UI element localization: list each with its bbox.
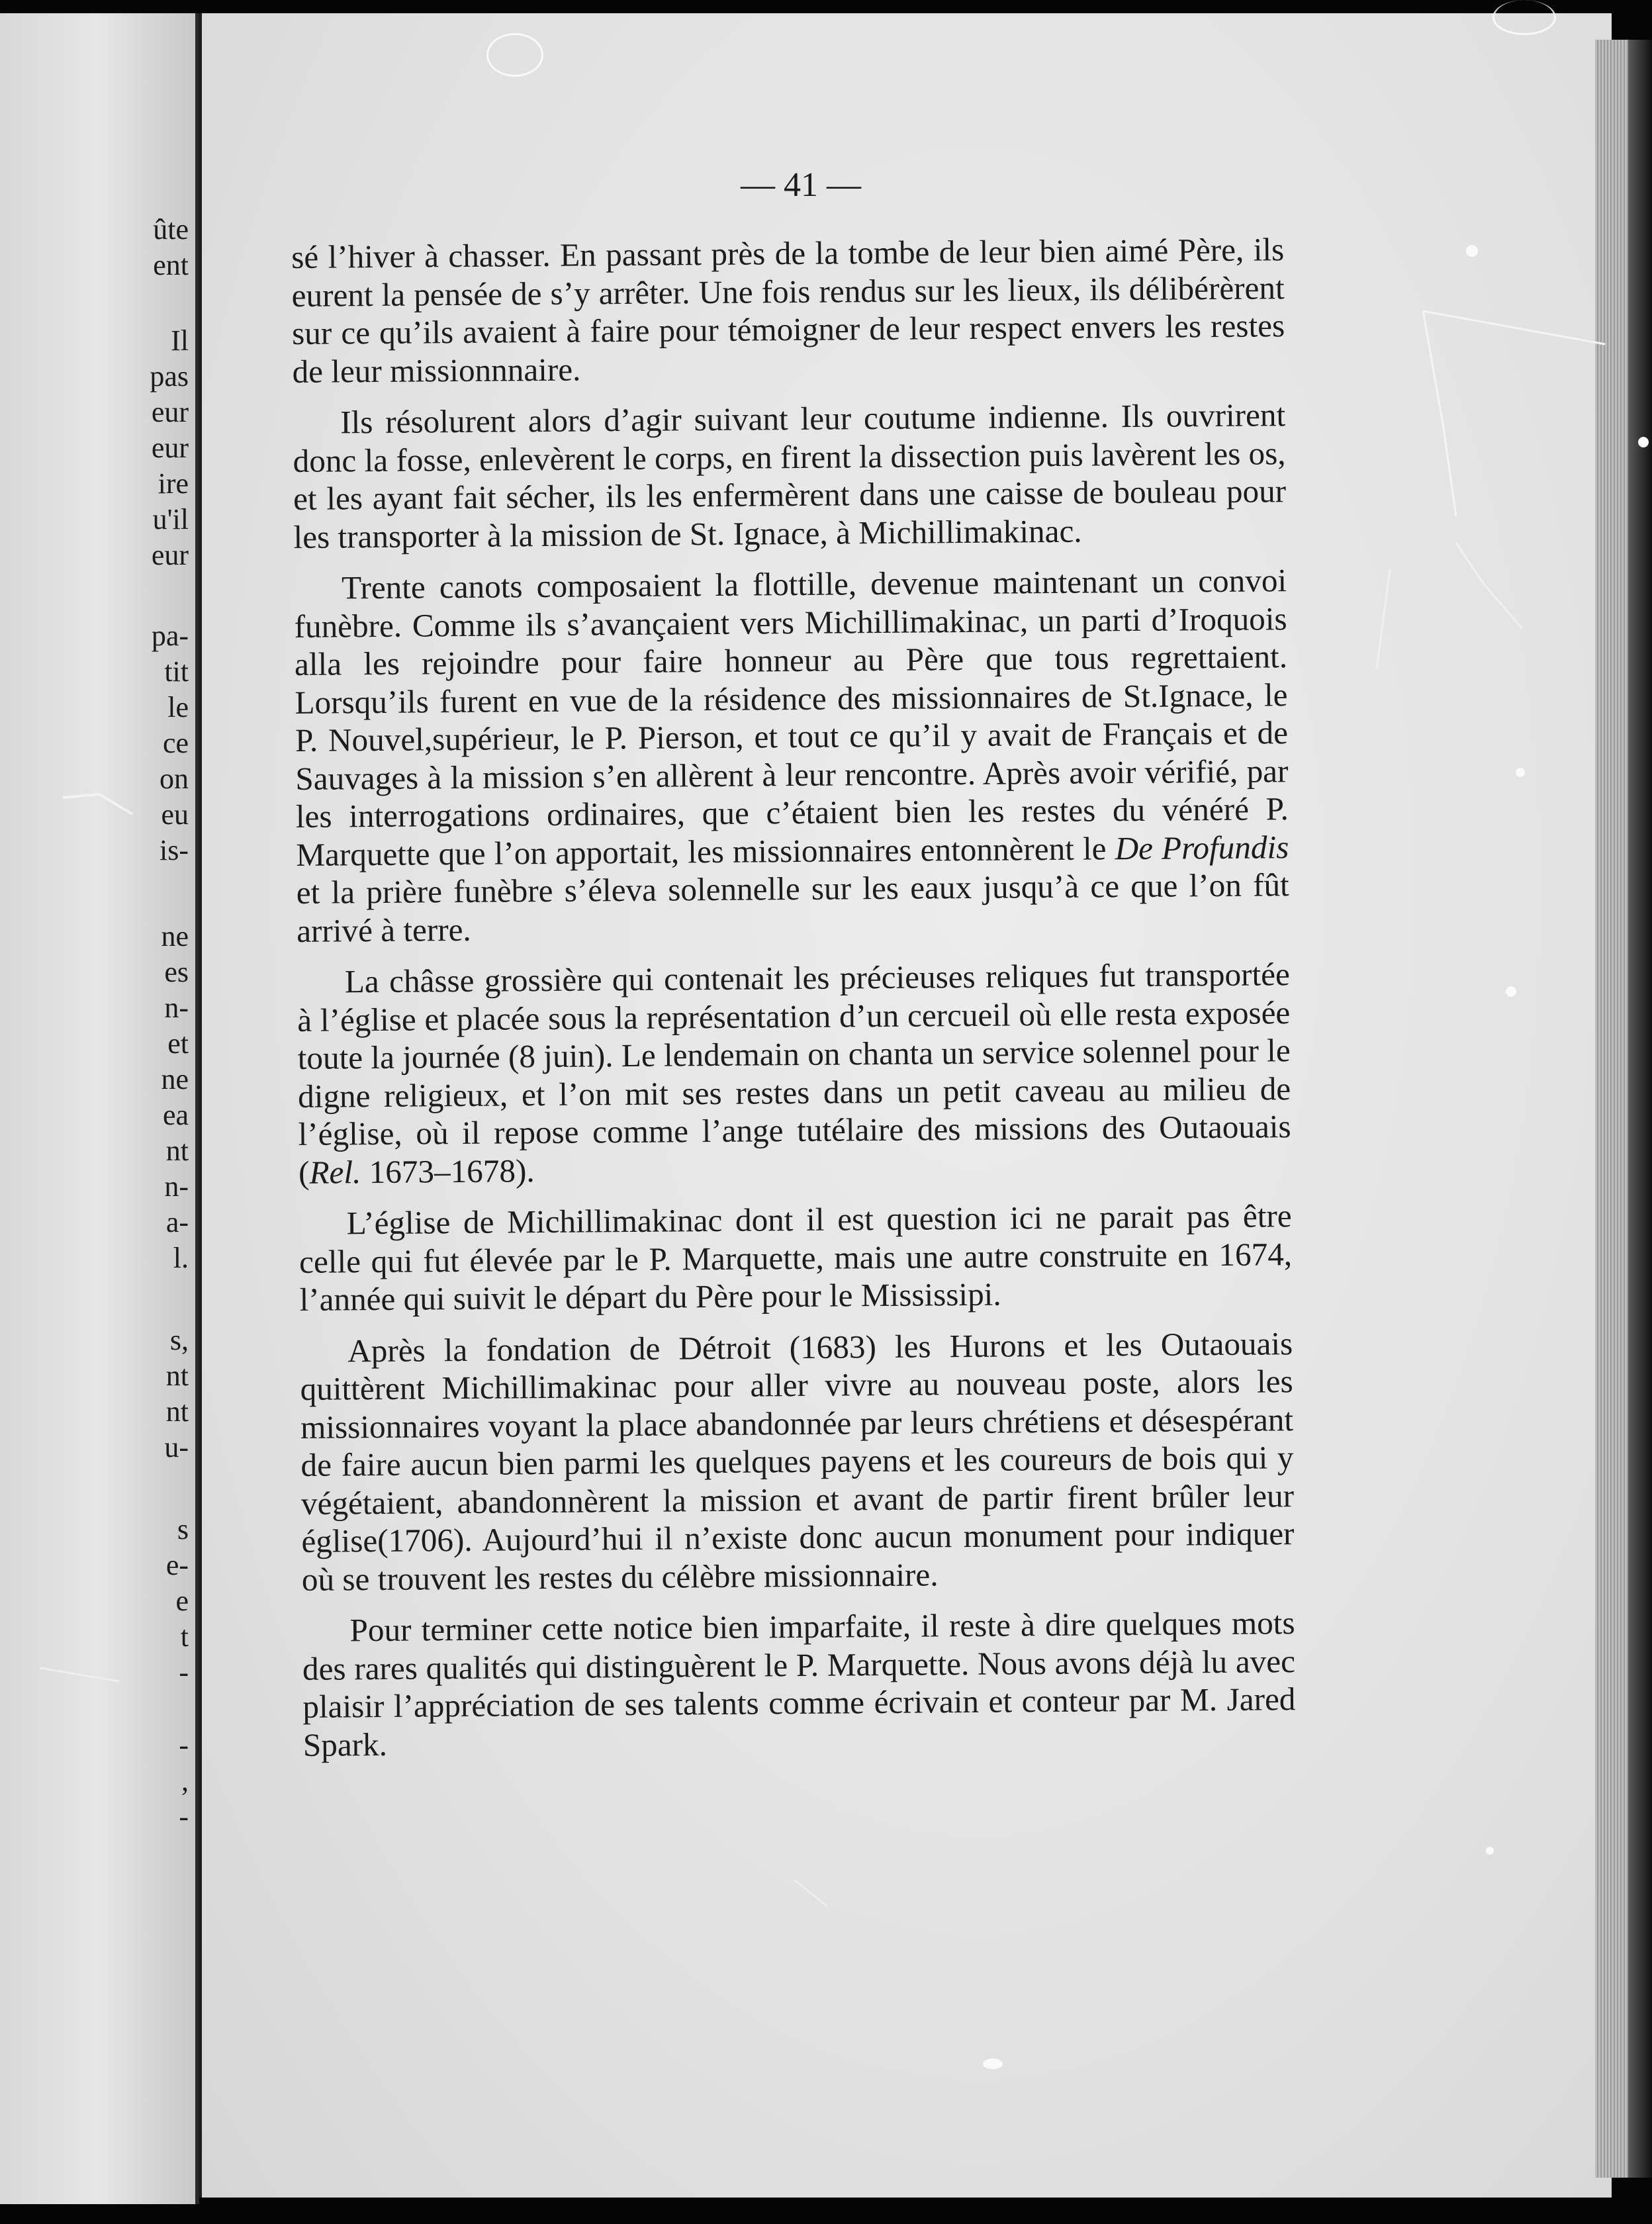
film-speck <box>1516 768 1525 777</box>
left-page-fragment: , <box>181 1765 189 1797</box>
paragraph-4-tail: 1673–1678). <box>361 1152 535 1190</box>
left-page-fragment: nt <box>165 1360 189 1392</box>
body-text <box>291 230 1296 1777</box>
de-profundis-italic: De Profundis <box>1115 828 1289 866</box>
paragraph-3 <box>294 561 1289 950</box>
left-page-fragment: n- <box>164 1170 189 1203</box>
film-speck <box>983 2059 1003 2069</box>
left-page-fragment: e <box>175 1585 189 1617</box>
film-scratch <box>486 33 543 77</box>
film-speck <box>1486 1847 1494 1855</box>
left-page-fragment: ne <box>161 920 189 952</box>
left-page-fragment: a- <box>165 1206 189 1238</box>
left-page-fragment: ea <box>162 1099 189 1131</box>
paragraph-1: sé l’hiver à chasser. En passant près de la tombe de leur bien aimé Père, ils eurent la pensée de s’y arrêter. Une fois rendus sur les lieux, ils délibérèrent sur ce qu’ils avaient à faire pour témoigner de leur respect envers les restes de leur missionnnaire. <box>291 231 1285 390</box>
page-edges <box>1595 40 1628 2178</box>
paragraph-4 <box>297 955 1292 1191</box>
left-page-fragment: ent <box>153 249 189 281</box>
left-page-fragment: s, <box>169 1324 189 1356</box>
left-page-fragment: eur <box>151 396 189 428</box>
left-page-fragment: eur <box>151 539 189 571</box>
left-page-fragment: n- <box>164 992 189 1024</box>
left-page-fragment: ire <box>158 467 189 500</box>
paragraph-3-text: Trente canots composaient la flottille, devenue maintenant un convoi funèbre. Comme ils s’avançaient vers Michillimakinac, un parti d’Iroquois alla les rejoindre pour faire honneur au Père que tous regrettaient. Lorsqu’ils furent en vue de la résidence des missionnaires de St.Ignace, le P. Nouvel,supérieur, le P. Pierson, et tout ce qu’il y avait de Français et de Sauvages à la mission s’en allèrent à leur rencontre. Après avoir vérifié, par les interrogations ordinaires, que c’étaient bien les restes du vénéré P. Marquette que l’on apportait, les missionnaires entonnèrent le <box>294 562 1289 873</box>
left-page-fragment: tit <box>164 655 189 688</box>
left-page-fragment: ûte <box>153 213 189 246</box>
right-shadow <box>1628 40 1652 2178</box>
paragraph-3-tail: et la prière funèbre s’éleva solennelle sur les eaux jusqu’à ce que l’on fût arrivé à terre. <box>296 866 1289 949</box>
left-page-fragment: ne <box>161 1063 189 1095</box>
paragraph-2: Ils résolurent alors d’agir suivant leur coutume indienne. Ils ouvrirent donc la fosse, enlevèrent le corps, en firent la dissection puis lavèrent les os, et les ayant fait sécher, ils les enfermèrent dans une caisse de bouleau pour les transporter à la mission de St. Ignace, à Michillimakinac. <box>293 396 1287 555</box>
left-page-fragment: on <box>160 763 189 795</box>
film-speck <box>1506 986 1516 997</box>
left-page-fragment: nt <box>165 1135 189 1167</box>
rel-italic: Rel. <box>309 1153 361 1191</box>
left-page-fragment: le <box>167 691 189 723</box>
left-page-fragment: eur <box>151 432 189 464</box>
left-page-fragment: e- <box>165 1549 189 1581</box>
left-page-fragment: s <box>177 1513 189 1546</box>
left-page-fragment: eu <box>161 798 189 831</box>
left-page-fragment: - <box>179 1800 189 1833</box>
film-speck <box>1638 437 1649 447</box>
left-page-fragment: pa- <box>151 620 189 652</box>
paragraph-6: Après la fondation de Détroit (1683) les Hurons et les Outaouais quittèrent Michillimakinac pour aller vivre au nouveau poste, alors les missionnaires voyant la place abandonnée par leurs chrétiens et désespérant de faire aucun bien parmi les quelques payens et les coureurs de bois qui y végétaient, abandonnèrent la mission et avant de partir firent brûler leur église(1706). Aujourd’hui il n’existe donc aucun monument pour indiquer où se trouvent les restes du célèbre missionnaire. <box>300 1324 1295 1598</box>
left-page-edge <box>0 13 199 2204</box>
paragraph-4-text: La châsse grossière qui contenait les précieuses reliques fut transportée à l’église et placée sous la représentation d’un cercueil où elle resta exposée toute la journée (8 juin). Le lendemain on chanta un service solennel pour le digne religieux, et l’on mit ses restes dans un petit caveau au milieu de l’église, où il repose comme l’ange tutélaire des missions des Outaouais ( <box>297 956 1291 1191</box>
left-page-fragment: Il <box>171 324 189 357</box>
left-page-fragment: u- <box>164 1431 189 1463</box>
paragraph-5: L’église de Michillimakinac dont il est question ici ne parait pas être celle qui fut élevée par le P. Marquette, mais une autre construite en 1674, l’année qui suivit le départ du Père pour le Mississipi. <box>298 1197 1293 1318</box>
left-page-fragment: is- <box>160 834 189 866</box>
left-page-fragment: es <box>164 956 189 988</box>
film-scratch <box>1492 0 1556 35</box>
left-page-fragment: nt <box>165 1395 189 1428</box>
left-page-fragment: pas <box>150 360 189 393</box>
left-page-fragment: t <box>180 1620 189 1653</box>
left-page-fragment: et <box>167 1027 189 1060</box>
left-page-fragment: ce <box>162 727 189 759</box>
left-page-fragment: u'il <box>152 503 189 535</box>
left-page-fragment: - <box>179 1656 189 1689</box>
film-speck <box>1466 245 1478 257</box>
left-page-fragment: - <box>179 1729 189 1761</box>
page-number: — 41 — <box>741 166 861 204</box>
left-page-fragment: l. <box>173 1242 189 1274</box>
paragraph-7: Pour terminer cette notice bien imparfaite, il reste à dire quelques mots des rares qualités qui distinguèrent le P. Marquette. Nous avons déjà lu avec plaisir l’appréciation de ses talents comme écrivain et conteur par M. Jared Spark. <box>302 1604 1296 1763</box>
